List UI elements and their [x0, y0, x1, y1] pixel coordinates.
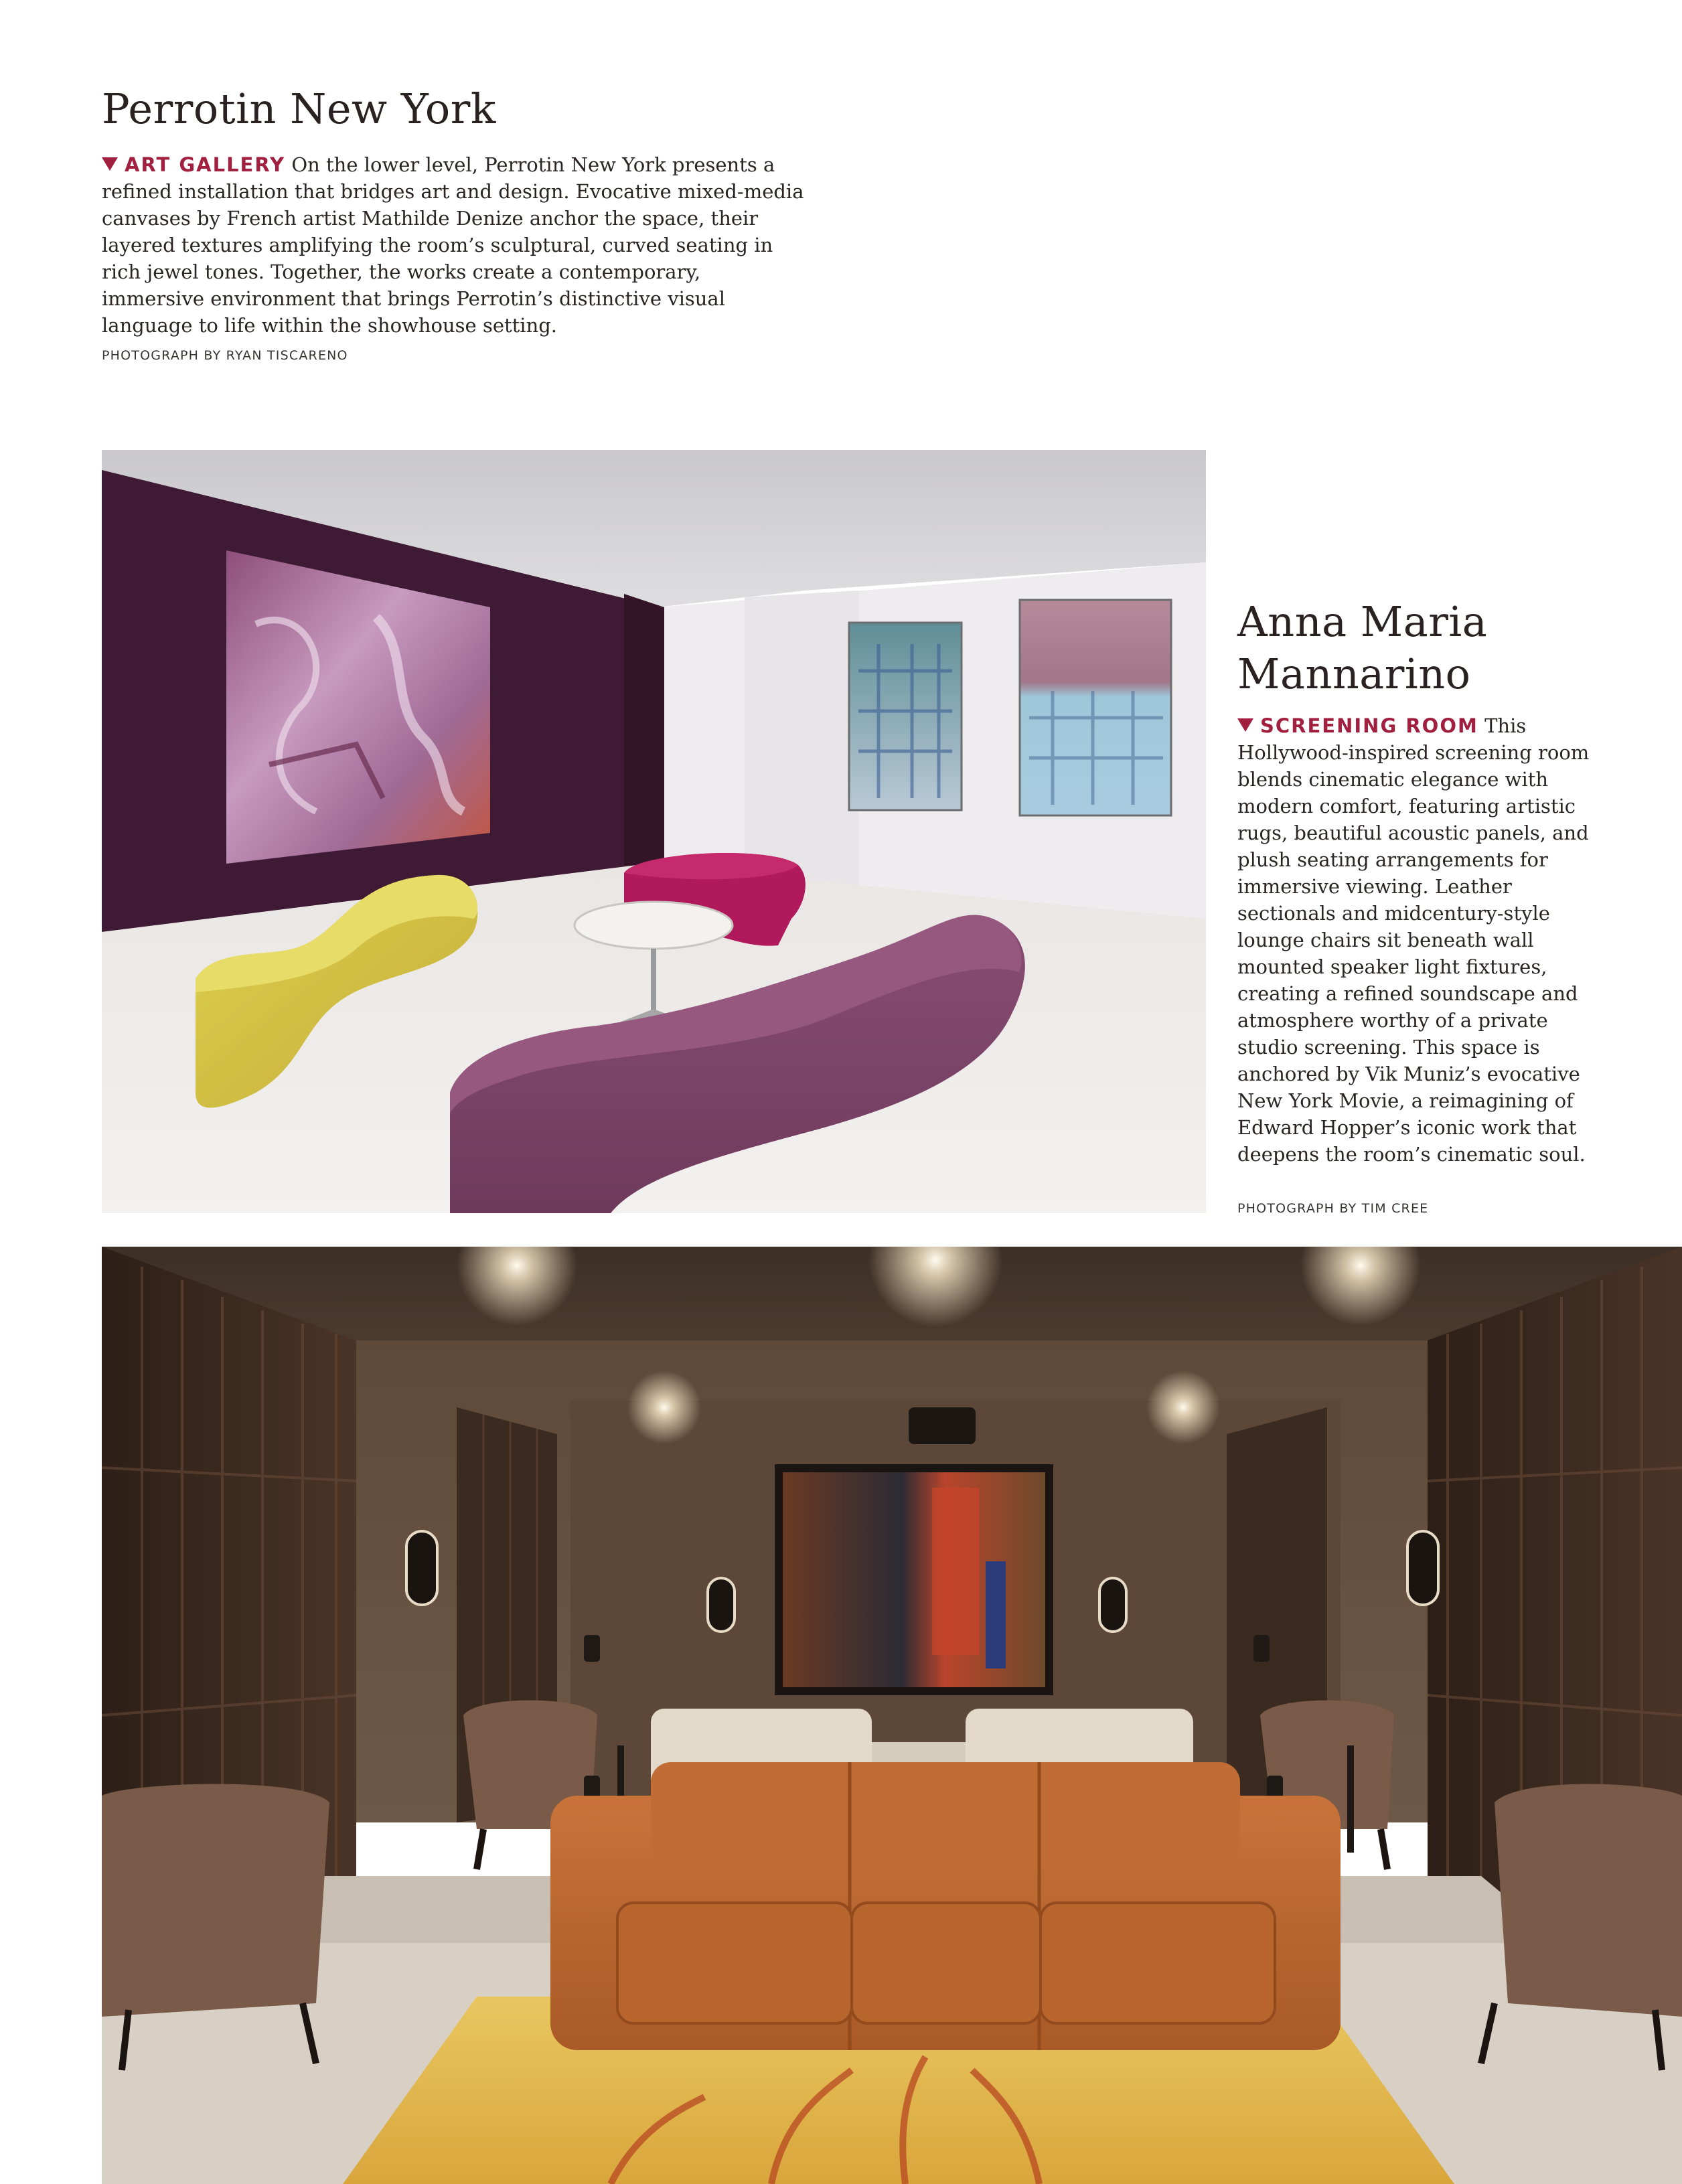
- mannarino-body: This Hollywood-inspired screening room blends cinematic elegance with modern comfort, featuring artistic rugs, beautiful acoustic panels, and plush seating arrangements for immersive viewing. Leather sectionals and midcentury-style lounge chairs sit beneath wall mounted speaker light fixtures, creating a refined soundscape and atmosphere worthy of a private studio screening. This space is anchored by Vik Muniz’s evocative New York Movie, a reimagining of Edward Hopper’s iconic work that deepens the room’s cinematic soul.: [1237, 714, 1590, 1166]
- screening-room-photo-illustration: [102, 1247, 1682, 2184]
- perrotin-description: [102, 151, 805, 339]
- gallery-photo: [102, 450, 1206, 1213]
- perrotin-photo-credit: PHOTOGRAPH BY RYAN TISCARENO: [102, 348, 348, 363]
- perrotin-title: Perrotin New York: [102, 84, 496, 133]
- mannarino-kicker: SCREENING ROOM: [1260, 714, 1478, 737]
- mannarino-title-line2: Mannarino: [1237, 649, 1471, 698]
- mannarino-title: [1237, 596, 1653, 700]
- perrotin-body: On the lower level, Perrotin New York presents a refined installation that bridges art and design. Evocative mixed-media canvases by French artist Mathilde Denize anchor the space, their layered textures amplifying the room’s sculptural, curved seating in rich jewel tones. Together, the works create a contemporary, immersive environment that brings Perrotin’s distinctive visual language to life within the showhouse setting.: [102, 153, 804, 337]
- mannarino-photo-credit: PHOTOGRAPH BY TIM CREE: [1237, 1201, 1429, 1216]
- triangle-marker-icon: [1237, 718, 1253, 732]
- mannarino-description: [1237, 712, 1612, 1168]
- perrotin-kicker: ART GALLERY: [125, 153, 286, 176]
- mannarino-title-line1: Anna Maria: [1237, 597, 1488, 646]
- gallery-photo-illustration: [102, 450, 1206, 1213]
- triangle-marker-icon: [102, 157, 118, 171]
- screening-room-photo: [102, 1247, 1682, 2184]
